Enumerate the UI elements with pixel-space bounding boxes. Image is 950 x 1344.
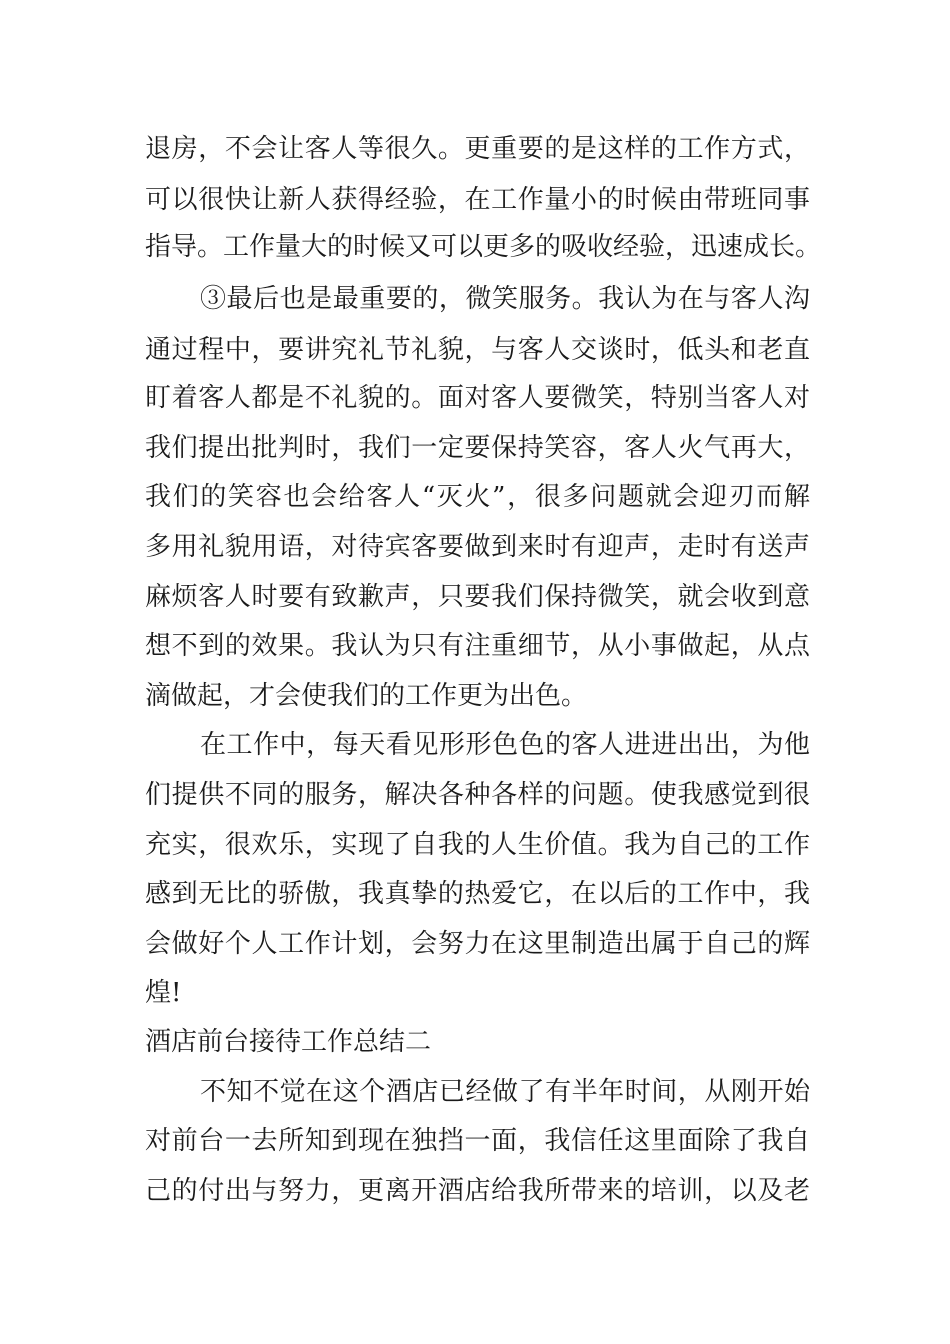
text-line-2: 可以很快让新人获得经验，在工作量小的时候由带班同事 xyxy=(145,185,810,215)
text-line-1: 退房，不会让客人等很久。更重要的是这样的工作方式， xyxy=(145,134,810,164)
text-line-6: 盯着客人都是不礼貌的。面对客人要微笑，特别当客人对 xyxy=(145,383,810,413)
text-line-3: 指导。工作量大的时候又可以更多的吸收经验，迅速成长。 xyxy=(145,232,822,262)
text-line-13: 在工作中，每天看见形形色色的客人进进出出，为他 xyxy=(200,730,810,760)
section-heading: 酒店前台接待工作总结二 xyxy=(145,1027,432,1057)
text-line-21: 对前台一去所知到现在独挡一面，我信任这里面除了我自 xyxy=(145,1126,810,1156)
text-line-10: 麻烦客人时要有致歉声，只要我们保持微笑，就会收到意 xyxy=(145,582,810,612)
text-line-11: 想不到的效果。我认为只有注重细节，从小事做起，从点 xyxy=(145,631,810,661)
text-line-14: 们提供不同的服务，解决各种各样的问题。使我感觉到很 xyxy=(145,780,810,810)
text-line-16: 感到无比的骄傲，我真挚的热爱它，在以后的工作中，我 xyxy=(145,879,810,909)
text-line-9: 多用礼貌用语，对待宾客要做到来时有迎声，走时有送声 xyxy=(145,532,810,562)
text-line-8: 我们的笑容也会给客人“灭火”，很多问题就会迎刃而解 xyxy=(145,482,810,512)
text-line-5: 通过程中，要讲究礼节礼貌，与客人交谈时，低头和老直 xyxy=(145,335,810,365)
text-line-4: ③最后也是最重要的，微笑服务。我认为在与客人沟 xyxy=(200,284,810,314)
text-line-15: 充实，很欢乐，实现了自我的人生价值。我为自己的工作 xyxy=(145,830,810,860)
text-line-17: 会做好个人工作计划，会努力在这里制造出属于自己的辉 xyxy=(145,929,810,959)
text-line-12: 滴做起，才会使我们的工作更为出色。 xyxy=(145,681,588,711)
text-line-20: 不知不觉在这个酒店已经做了有半年时间，从刚开始 xyxy=(200,1077,810,1107)
text-line-22: 己的付出与努力，更离开酒店给我所带来的培训，以及老 xyxy=(145,1176,810,1206)
text-line-18: 煌! xyxy=(145,978,182,1008)
text-line-7: 我们提出批判时，我们一定要保持笑容，客人火气再大， xyxy=(145,433,810,463)
